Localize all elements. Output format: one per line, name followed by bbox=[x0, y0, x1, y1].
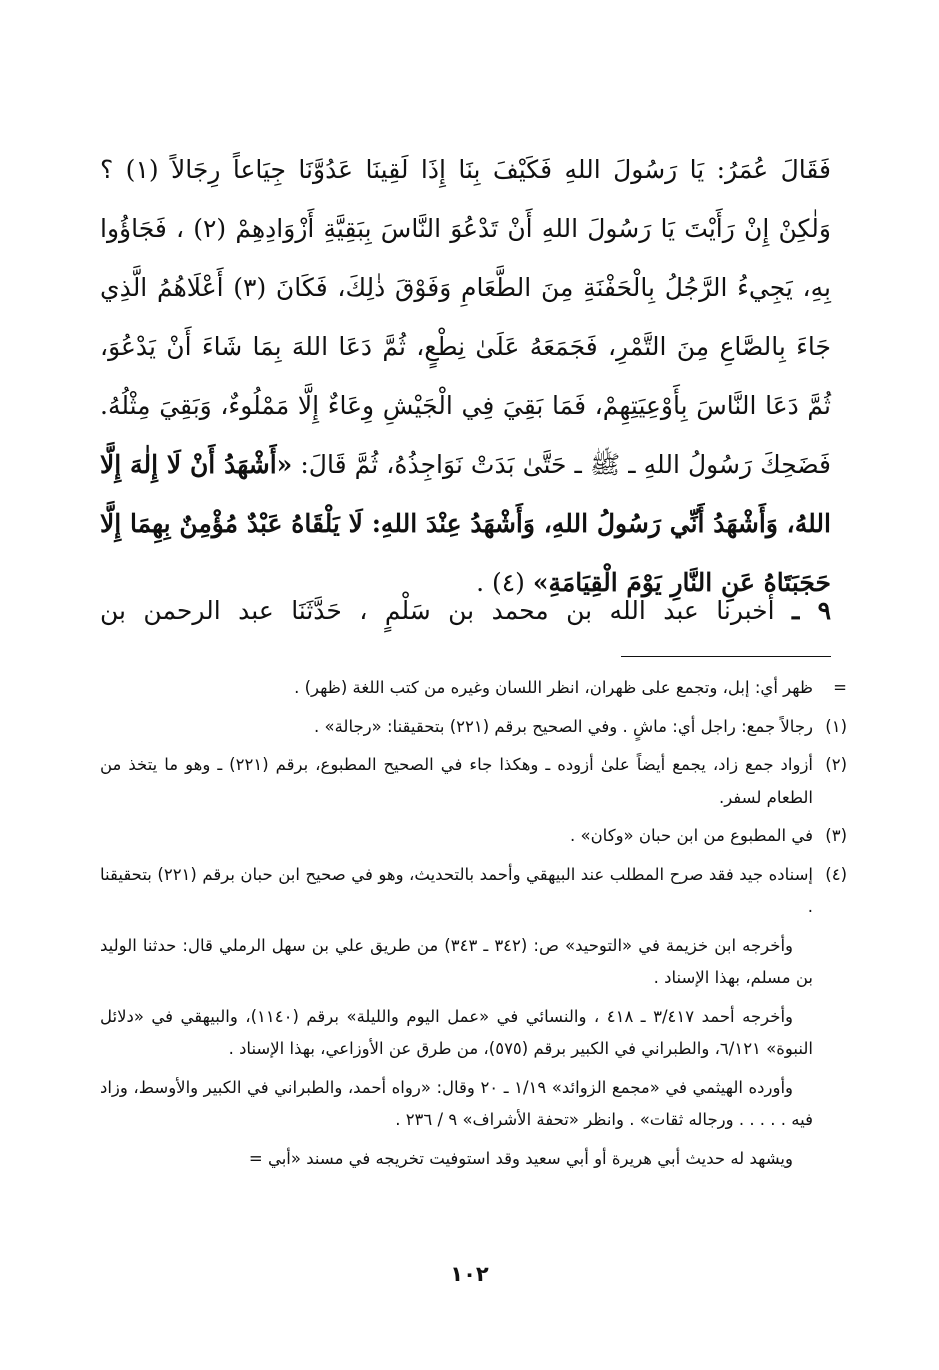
footnote-mark: (٣) bbox=[825, 826, 847, 845]
footnote-paragraph-text: وأورده الهيثمي في «مجمع الزوائد» ١/١٩ ـ ٢٠ وقال: «رواه أحمد، والطبراني في الكبير والأوسط، وزاد فيه . . . . . ورجاله ثقات» . وانظر «تحفة الأشراف» ٩ / ٢٣٦ . bbox=[100, 1077, 813, 1129]
footnote-mark: (٢) bbox=[825, 755, 847, 774]
footnote-paragraph-text: وأخرجه أحمد ٣/٤١٧ ـ ٤١٨ ، والنسائي في «عمل اليوم والليلة» برقم (١١٤٠)، والبيهقي في «دلائل النبوة» ٦/١٢١، والطبراني في الكبير برقم (٥٧٥)، من طرق عن الأوزاعي، بهذا الإسناد . bbox=[100, 1006, 813, 1058]
hadith-narration: فَقَالَ عُمَرُ: يَا رَسُولَ اللهِ فَكَيْفَ بِنَا إِذَا لَقِينَا عَدُوَّنَا جِيَاعاً رِجَالاً (١) ؟ وَلٰكِنْ إِنْ رَأَيْتَ يَا رَسُولَ اللهِ أَنْ تَدْعُوَ النَّاسَ بِبَقِيَّةِ أَزْوَادِهِمْ (٢) ، فَجَاؤُوا بِهِ، يَجِيءُ الرَّجُلُ بِالْحَفْنَةِ مِنَ الطَّعَامِ وَفَوْقَ ذٰلِكَ، فَكَانَ (٣) أَعْلَاهُمُ الَّذِي جَاءَ بِالصَّاعِ مِنَ التَّمْرِ، فَجَمَعَهُ عَلَىٰ نِطْعٍ، ثُمَّ دَعَا اللهَ بِمَا شَاءَ أَنْ يَدْعُوَ، ثُمَّ دَعَا النَّاسَ بِأَوْعِيَتِهِمْ، فَمَا بَقِيَ فِي الْجَيْشِ وِعَاءٌ إِلَّا مَمْلُوءٌ، وَبَقِيَ مِثْلُهُ. فَضَحِكَ رَسُولُ اللهِ ـ ﷺ ـ حَتَّىٰ بَدَتْ نَوَاجِذُهُ، ثُمَّ قَالَ: bbox=[100, 155, 831, 479]
footnote-text: ظهر أي: إبل، وتجمع على ظهران، انظر اللسان وغيره من كتب اللغة (ظهر) . bbox=[294, 678, 813, 697]
footnote-mark: = bbox=[833, 678, 847, 697]
footnote-paragraph bbox=[100, 1143, 847, 1176]
footnote-mark: (١) bbox=[825, 716, 847, 736]
footnote-text: إسناده جيد فقد صرح المطلب عند البيهقي وأحمد بالتحديث، وهو في صحيح ابن حبان برقم (٢٢١) بتحقيقنا . bbox=[100, 864, 813, 916]
hadith-isnad: أخبرنا عبد الله بن محمد بن سَلْمٍ ، حَدَّثَنَا عبد الرحمن بن bbox=[100, 596, 775, 625]
page-number: ١٠٢ bbox=[450, 1262, 489, 1286]
footnote-text: في المطبوع من ابن حبان «وكان» . bbox=[569, 826, 813, 845]
footnote-divider bbox=[621, 656, 831, 657]
footnote-paragraph bbox=[100, 930, 847, 995]
footnote-paragraph bbox=[100, 1072, 847, 1137]
footnotes bbox=[100, 672, 847, 1181]
hadith-prophetic-words: «أَشْهَدُ أَنْ لَا إِلٰهَ إِلَّا اللهُ، وَأَشْهَدُ أَنِّي رَسُولُ اللهِ، وَأَشْهَدُ عِنْدَ اللهِ: لَا يَلْقَاهُ عَبْدٌ مُؤْمِنٌ بِهِمَا إِلَّا حَجَبَتَاهُ عَنِ النَّارِ يَوْمَ الْقِيَامَةِ» bbox=[100, 450, 831, 597]
footnote-text: رجالاً جمع: راجل أي: ماشٍ . وفي الصحيح برقم (٢٢١) بتحقيقنا: «رجالة» . bbox=[314, 716, 813, 736]
footnote-text: أزواد جمع زاد، يجمع أيضاً علىٰ أزوده ـ وهكذا جاء في الصحيح المطبوع، برقم (٢٢١) ـ وهو ما يتخذ من الطعام لسفر. bbox=[100, 755, 814, 807]
footnote-1 bbox=[100, 711, 847, 744]
footnote-continuation bbox=[100, 672, 847, 705]
footnote-3 bbox=[100, 820, 847, 853]
footnote-mark: (٤) bbox=[825, 864, 847, 884]
footnote-paragraph bbox=[100, 1001, 847, 1066]
footnote-ref-4: (٤) . bbox=[476, 568, 525, 597]
footnote-paragraph-text: وأخرجه ابن خزيمة في «التوحيد» ص: (٣٤٢ ـ ٣٤٣) من طريق علي بن سهل الرملي قال: حدثنا الوليد بن مسلم، بهذا الإسناد . bbox=[100, 935, 813, 987]
hadith-number: ٩ ـ bbox=[792, 596, 831, 625]
footnote-paragraph-text: ويشهد له حديث أبي هريرة أو أبي سعيد وقد استوفيت تخريجه في مسند «أبي = bbox=[248, 1148, 793, 1168]
footnote-2 bbox=[100, 749, 847, 814]
next-hadith bbox=[100, 586, 831, 636]
hadith-text bbox=[100, 140, 831, 612]
footnote-4 bbox=[100, 859, 847, 924]
